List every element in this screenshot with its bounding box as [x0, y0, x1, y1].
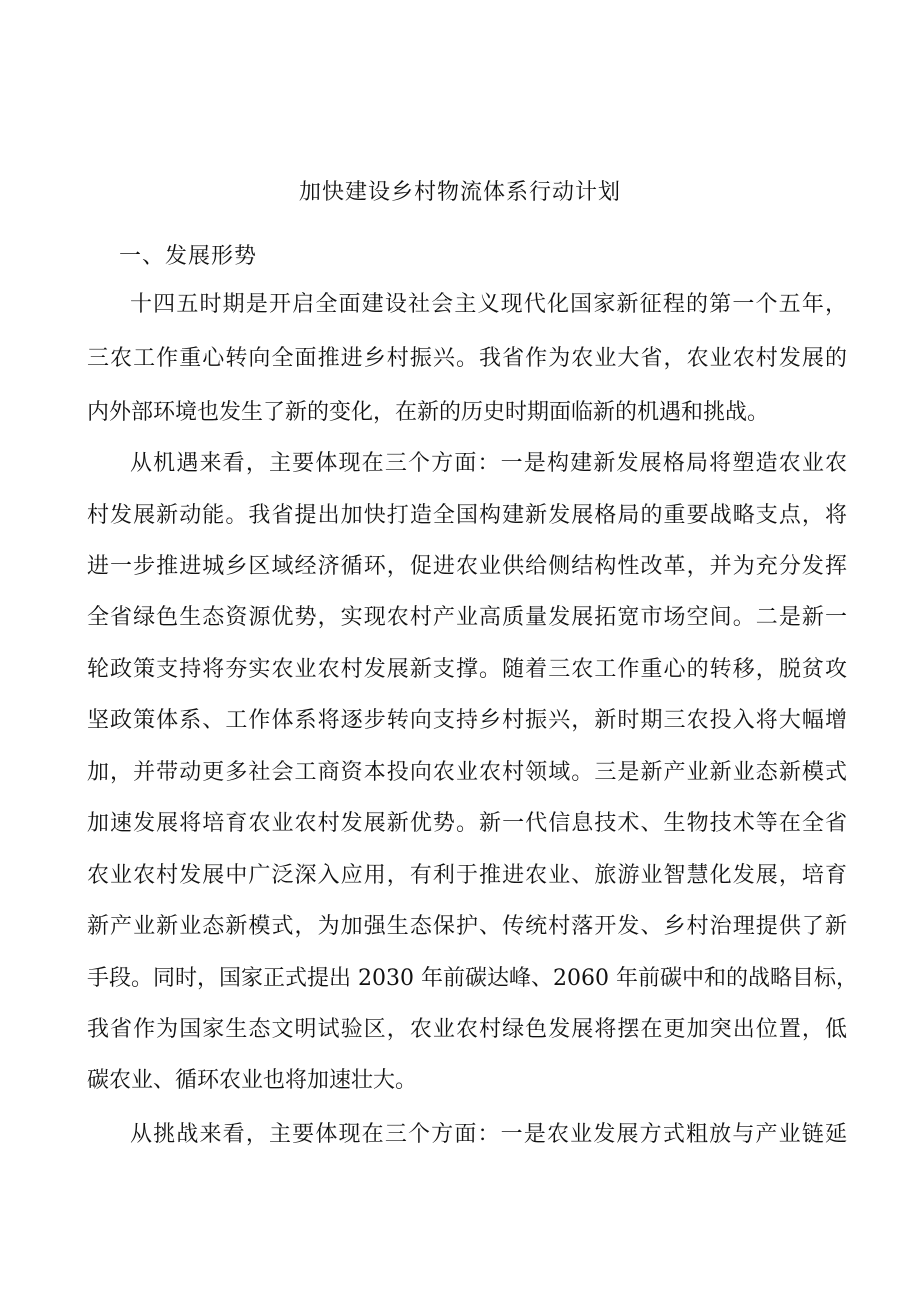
paragraph-2-line-6: 坚政策体系、工作体系将逐步转向支持乡村振兴，新时期三农投入将大幅增: [87, 708, 847, 733]
document-title: 加快建设乡村物流体系行动计划: [298, 180, 621, 205]
paragraph-1-line-1: 十四五时期是开启全面建设社会主义现代化国家新征程的第一个五年，: [130, 292, 847, 317]
paragraph-2-line-11: 手段。同时，国家正式提出 2030 年前碳达峰、2060 年前碳中和的战略目标，: [87, 966, 858, 991]
paragraph-2-line-13: 碳农业、循环农业也将加速壮大。: [87, 1068, 418, 1093]
paragraph-2-line-1: 从机遇来看，主要体现在三个方面：一是构建新发展格局将塑造农业农: [130, 451, 847, 476]
paragraph-1-line-3: 内外部环境也发生了新的变化，在新的历史时期面临新的机遇和挑战。: [87, 400, 770, 425]
section-heading: 一、发展形势: [119, 244, 258, 269]
paragraph-2-line-5: 轮政策支持将夯实农业农村发展新支撑。随着三农工作重心的转移，脱贫攻: [87, 657, 847, 682]
paragraph-2-line-12: 我省作为国家生态文明试验区，农业农村绿色发展将摆在更加突出位置，低: [87, 1017, 847, 1042]
paragraph-3-line-1: 从挑战来看，主要体现在三个方面：一是农业发展方式粗放与产业链延: [130, 1122, 847, 1147]
paragraph-2-line-8: 加速发展将培育农业农村发展新优势。新一代信息技术、生物技术等在全省: [87, 811, 847, 836]
paragraph-2-line-7: 加，并带动更多社会工商资本投向农业农村领域。三是新产业新业态新模式: [87, 760, 847, 785]
paragraph-1-line-2: 三农工作重心转向全面推进乡村振兴。我省作为农业大省，农业农村发展的: [87, 346, 847, 371]
paragraph-2-line-2: 村发展新动能。我省提出加快打造全国构建新发展格局的重要战略支点，将: [87, 503, 847, 528]
paragraph-2-line-4: 全省绿色生态资源优势，实现农村产业高质量发展拓宽市场空间。二是新一: [87, 605, 847, 630]
paragraph-2-line-10: 新产业新业态新模式，为加强生态保护、传统村落开发、乡村治理提供了新: [87, 914, 847, 939]
paragraph-2-line-3: 进一步推进城乡区域经济循环，促进农业供给侧结构性改革，并为充分发挥: [87, 554, 847, 579]
paragraph-2-line-9: 农业农村发展中广泛深入应用，有利于推进农业、旅游业智慧化发展，培育: [87, 863, 847, 888]
